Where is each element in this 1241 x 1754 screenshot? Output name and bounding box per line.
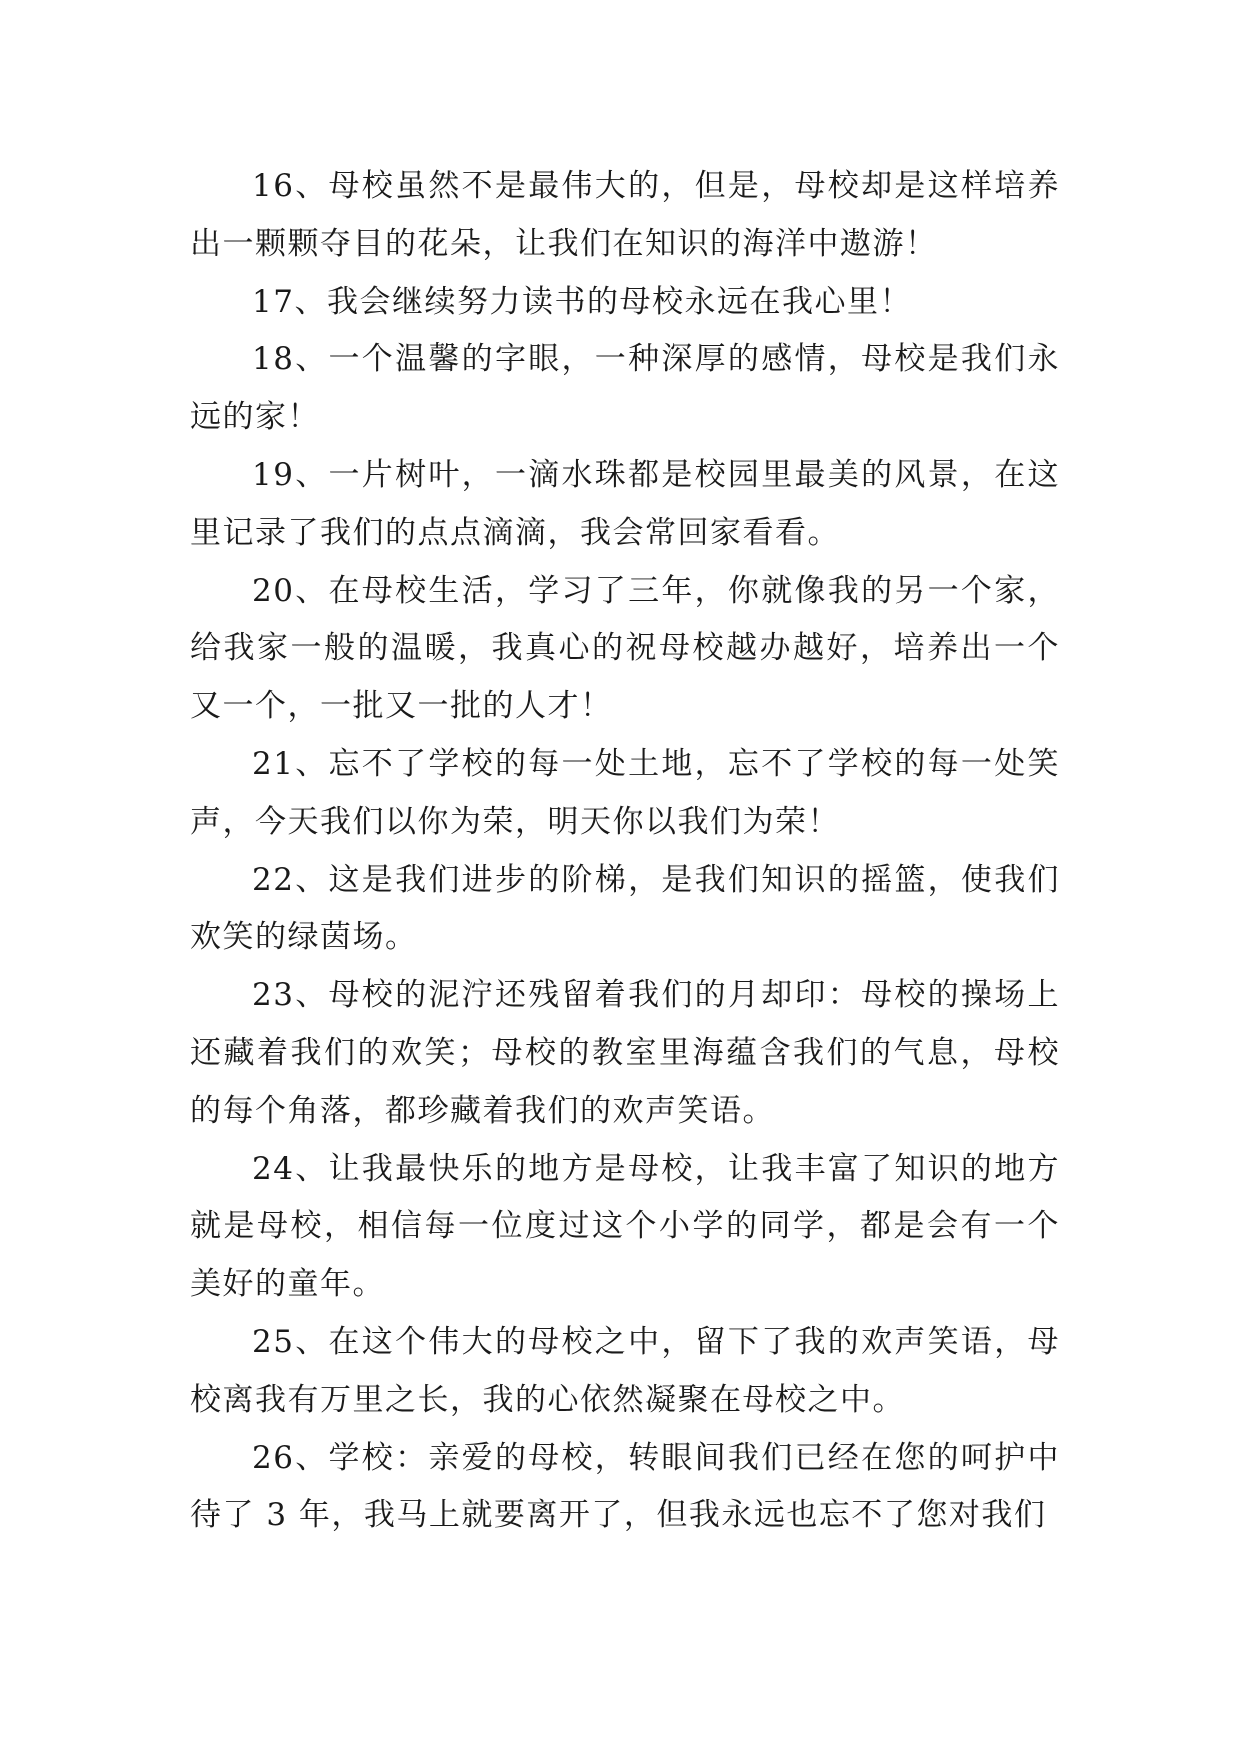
paragraph-18: 18、一个温馨的字眼，一种深厚的感情，母校是我们永远的家！ <box>190 341 1060 436</box>
paragraph-19: 19、一片树叶，一滴水珠都是校园里最美的风景，在这里记录了我们的点点滴滴，我会常回家看看。 <box>190 456 1060 551</box>
paragraph-24: 24、让我最快乐的地方是母校，让我丰富了知识的地方就是母校，相信每一位度过这个小学的同学，都是会有一个美好的童年。 <box>190 1150 1060 1303</box>
paragraph-16: 16、母校虽然不是最伟大的，但是，母校却是这样培养出一颗颗夺目的花朵，让我们在知识的海洋中遨游！ <box>190 168 1060 262</box>
paragraph-21: 21、忘不了学校的每一处土地，忘不了学校的每一处笑声，今天我们以你为荣，明天你以我们为荣！ <box>190 745 1060 840</box>
paragraph-17: 17、我会继续努力读书的母校永远在我心里！ <box>252 283 912 320</box>
paragraph-25: 25、在这个伟大的母校之中，留下了我的欢声笑语，母校离我有万里之长，我的心依然凝聚在母校之中。 <box>190 1323 1060 1418</box>
paragraph-22: 22、这是我们进步的阶梯，是我们知识的摇篮，使我们欢笑的绿茵场。 <box>190 861 1060 956</box>
paragraph-20: 20、在母校生活，学习了三年，你就像我的另一个家，给我家一般的温暖，我真心的祝母校越办越好，培养出一个又一个，一批又一批的人才！ <box>190 572 1060 725</box>
paragraph-26: 26、学校：亲爱的母校，转眼间我们已经在您的呵护中待了 3 年，我马上就要离开了，但我永远也忘不了您对我们 <box>190 1439 1060 1534</box>
paragraph-23: 23、母校的泥泞还残留着我们的月却印：母校的操场上还藏着我们的欢笑；母校的教室里海蕴含我们的气息，母校的每个角落，都珍藏着我们的欢声笑语。 <box>190 977 1060 1129</box>
document-body <box>190 158 1060 1545</box>
